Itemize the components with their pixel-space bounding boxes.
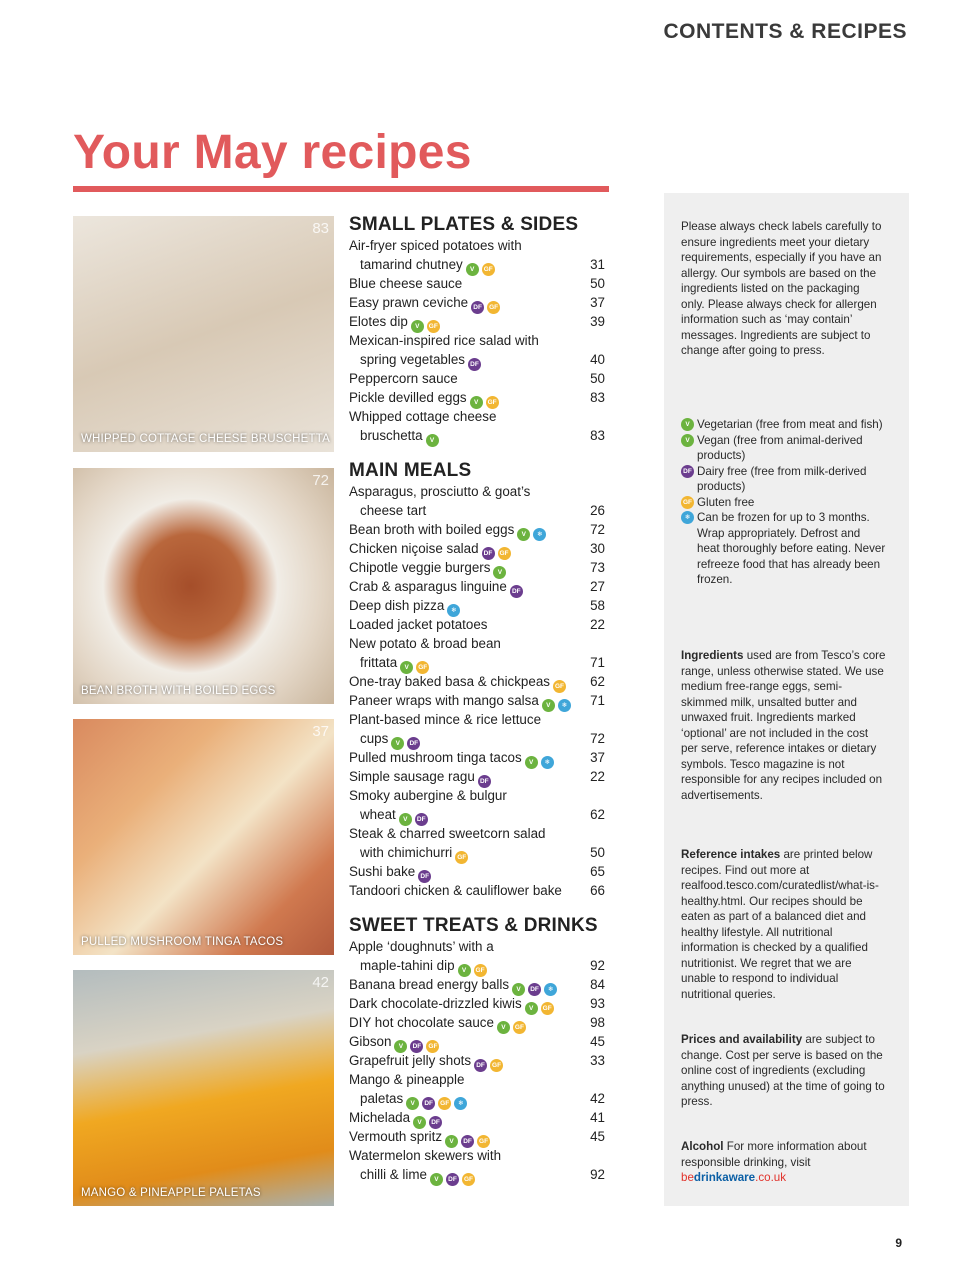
dairy-free-icon: DF	[478, 775, 491, 788]
gluten-free-icon: GF	[513, 1021, 526, 1034]
section-heading: MAIN MEALS	[349, 460, 472, 481]
recipe-page-number[interactable]: 50	[590, 845, 605, 860]
recipe-name: Watermelon skewers with	[349, 1148, 502, 1163]
dairy-free-icon: DF	[446, 1173, 459, 1186]
recipe-row	[349, 805, 607, 824]
reference-label: Reference intakes	[681, 848, 781, 861]
legend-dairy-free	[681, 464, 886, 495]
legend-vegetarian	[681, 417, 886, 433]
photo-page-number: 37	[312, 723, 329, 740]
vegetarian-icon: V	[400, 661, 413, 674]
recipe-row	[349, 710, 607, 729]
dairy-free-icon: DF	[474, 1059, 487, 1072]
dairy-free-icon: DF	[415, 813, 428, 826]
recipe-page-number[interactable]: 40	[590, 352, 605, 367]
vegan-icon: V	[399, 813, 412, 826]
photo-page-number: 83	[312, 220, 329, 237]
vegetarian-icon: V	[497, 1021, 510, 1034]
recipe-name: Chipotle veggie burgers	[349, 560, 491, 575]
recipe-page-number[interactable]: 45	[590, 1034, 605, 1049]
legend-text: Dairy free (free from milk-derived products)	[697, 464, 867, 493]
recipe-page-number[interactable]: 37	[590, 750, 605, 765]
recipe-row	[349, 937, 607, 956]
info-sidebar	[664, 193, 909, 1206]
allergy-note: Please always check labels carefully to ensure ingredients meet your dietary requirements, especially if you have an allergy. Our symbols are based on the ingredients listed on the packaging only. Please always check for allergen information such as ‘may contain’ messages. Ingredients are subject to change after going to press.	[681, 220, 882, 357]
recipe-row	[349, 520, 607, 539]
photo-caption: MANGO & PINEAPPLE PALETAS	[81, 1187, 261, 1199]
recipe-page-number[interactable]: 27	[590, 579, 605, 594]
recipe-page-number[interactable]: 93	[590, 996, 605, 1011]
dairy-free-icon: DF	[410, 1040, 423, 1053]
recipe-page-number[interactable]: 72	[590, 522, 605, 537]
recipe-row	[349, 539, 607, 558]
recipe-page-number[interactable]: 62	[590, 674, 605, 689]
prices-label: Prices and availability	[681, 1033, 803, 1046]
recipe-name: Grapefruit jelly shots	[349, 1053, 472, 1068]
recipe-page-number[interactable]: 83	[590, 428, 605, 443]
vegetarian-icon: V	[493, 566, 506, 579]
recipe-row	[349, 596, 607, 615]
recipe-page-number[interactable]: 22	[590, 617, 605, 632]
alcohol-label: Alcohol	[681, 1140, 724, 1153]
recipe-name: Mexican-inspired rice salad with	[349, 333, 539, 348]
recipe-row	[349, 293, 607, 312]
vegan-icon: V	[430, 1173, 443, 1186]
reference-text: are printed below recipes. Find out more at realfood.tesco.com/curatedlist/what-is-healthy.html. Our recipes should be eaten as part of a balanced diet and healthy lifestyle. All nutritional information is checked by a qualified nutritionist. We regret that we are unable to respond to individual nutritional queries.	[681, 848, 879, 1001]
gluten-free-icon: GF	[482, 263, 495, 276]
gluten-free-icon: GF	[681, 496, 694, 509]
dairy-free-icon: DF	[407, 737, 420, 750]
page-number: 9	[895, 1236, 902, 1250]
recipe-name: Dark chocolate-drizzled kiwis	[349, 996, 522, 1011]
snowflake-icon: ❄	[558, 699, 571, 712]
dairy-free-icon: DF	[510, 585, 523, 598]
symbol-legend	[681, 417, 886, 588]
photo-caption: PULLED MUSHROOM TINGA TACOS	[81, 936, 284, 948]
recipe-name: Asparagus, prosciutto & goat’s	[349, 484, 531, 499]
recipe-page-number[interactable]: 37	[590, 295, 605, 310]
recipe-name: Air-fryer spiced potatoes with	[349, 238, 522, 253]
recipe-row	[349, 956, 607, 975]
photo-page-number: 72	[312, 472, 329, 489]
recipe-row	[349, 994, 607, 1013]
vegetarian-icon: V	[517, 528, 530, 541]
recipe-name: chilli & lime	[360, 1167, 427, 1182]
vegetarian-icon: V	[542, 699, 555, 712]
recipe-row	[349, 1127, 607, 1146]
dairy-free-icon: DF	[482, 547, 495, 560]
recipe-name: Bean broth with boiled eggs	[349, 522, 515, 537]
recipe-page-number[interactable]: 50	[590, 371, 605, 386]
recipe-name: tamarind chutney	[360, 257, 463, 272]
recipe-row	[349, 729, 607, 748]
reference-intakes-note	[681, 847, 886, 1002]
photo-caption: WHIPPED COTTAGE CHEESE BRUSCHETTA	[81, 433, 330, 445]
recipe-name: One-tray baked basa & chickpeas	[349, 674, 550, 689]
photo-tinga-tacos	[73, 719, 334, 955]
gluten-free-icon: GF	[462, 1173, 475, 1186]
alcohol-text: For more information about responsible drinking, visit	[681, 1140, 867, 1169]
prices-note	[681, 1032, 886, 1110]
legend-text: Vegan (free from animal-derived products)	[697, 433, 863, 462]
recipe-name: bruschetta	[360, 428, 423, 443]
gluten-free-icon: GF	[477, 1135, 490, 1148]
recipe-row	[349, 274, 607, 293]
vegan-icon: V	[458, 964, 471, 977]
gluten-free-icon: GF	[487, 301, 500, 314]
recipe-name: Crab & asparagus linguine	[349, 579, 507, 594]
recipe-name: Michelada	[349, 1110, 411, 1125]
vegetarian-icon: V	[525, 756, 538, 769]
recipe-page-number[interactable]: 33	[590, 1053, 605, 1068]
recipe-name: Simple sausage ragu	[349, 769, 475, 784]
legend-text: Can be frozen for up to 3 months. Wrap appropriately. Defrost and heat thoroughly before eating. Never refreeze food that has already been frozen.	[697, 511, 886, 586]
recipe-name: Easy prawn ceviche	[349, 295, 469, 310]
recipe-name: Peppercorn sauce	[349, 371, 458, 386]
gluten-free-icon: GF	[490, 1059, 503, 1072]
recipe-row	[349, 388, 607, 407]
recipe-row	[349, 407, 607, 426]
recipe-row	[349, 255, 607, 274]
gluten-free-icon: GF	[553, 680, 566, 693]
recipe-page-number[interactable]: 58	[590, 598, 605, 613]
recipe-name: with chimichurri	[360, 845, 453, 860]
dairy-free-icon: DF	[528, 983, 541, 996]
gluten-free-icon: GF	[474, 964, 487, 977]
photo-bean-broth	[73, 468, 334, 704]
gluten-free-icon: GF	[455, 851, 468, 864]
recipe-row	[349, 1070, 607, 1089]
recipe-page-number[interactable]: 39	[590, 314, 605, 329]
recipe-row	[349, 672, 607, 691]
recipe-name: Plant-based mince & rice lettuce	[349, 712, 542, 727]
vegetarian-icon: V	[426, 434, 439, 447]
recipe-name: Chicken niçoise salad	[349, 541, 479, 556]
prices-text: are subject to change. Cost per serve is based on the online cost of ingredients (excluding anything unused) at the time of going to press.	[681, 1033, 885, 1108]
recipe-page-number[interactable]: 42	[590, 1091, 605, 1106]
recipe-name: Pulled mushroom tinga tacos	[349, 750, 522, 765]
recipe-row	[349, 824, 607, 843]
recipe-page-number[interactable]: 45	[590, 1129, 605, 1144]
snowflake-icon: ❄	[681, 511, 694, 524]
photo-page-number: 42	[312, 974, 329, 991]
recipe-page-number[interactable]: 83	[590, 390, 605, 405]
vegetarian-icon: V	[470, 396, 483, 409]
legend-freezable	[681, 510, 886, 588]
recipe-name: Pickle devilled eggs	[349, 390, 467, 405]
dairy-free-icon: DF	[461, 1135, 474, 1148]
recipe-name: cheese tart	[360, 503, 427, 518]
recipe-page-number[interactable]: 72	[590, 731, 605, 746]
recipe-row	[349, 558, 607, 577]
recipe-row	[349, 767, 607, 786]
recipe-row	[349, 975, 607, 994]
recipe-page-number[interactable]: 31	[590, 257, 605, 272]
recipe-page-number[interactable]: 62	[590, 807, 605, 822]
recipe-row	[349, 653, 607, 672]
gluten-free-icon: GF	[426, 1040, 439, 1053]
legend-text: Gluten free	[697, 495, 755, 509]
recipe-page-number[interactable]: 73	[590, 560, 605, 575]
recipe-row	[349, 1089, 607, 1108]
snowflake-icon: ❄	[447, 604, 460, 617]
vegan-icon: V	[391, 737, 404, 750]
recipe-row	[349, 691, 607, 710]
gluten-free-icon: GF	[438, 1097, 451, 1110]
recipe-page-number[interactable]: 26	[590, 503, 605, 518]
snowflake-icon: ❄	[541, 756, 554, 769]
recipe-name: Steak & charred sweetcorn salad	[349, 826, 546, 841]
section-small-plates	[349, 214, 607, 445]
photo-paletas	[73, 970, 334, 1206]
recipe-row	[349, 1013, 607, 1032]
recipe-row	[349, 748, 607, 767]
gluten-free-icon: GF	[498, 547, 511, 560]
recipe-page-number[interactable]: 71	[590, 693, 605, 708]
recipe-page-number[interactable]: 98	[590, 1015, 605, 1030]
recipe-row	[349, 482, 607, 501]
recipe-row	[349, 236, 607, 255]
snowflake-icon: ❄	[544, 983, 557, 996]
dairy-free-icon: DF	[471, 301, 484, 314]
vegetarian-icon: V	[445, 1135, 458, 1148]
recipe-name: Elotes dip	[349, 314, 408, 329]
alcohol-note	[681, 1139, 886, 1186]
recipe-row	[349, 634, 607, 653]
drinkaware-logo[interactable]: bedrinkaware.co.uk	[681, 1171, 787, 1184]
recipe-row	[349, 1165, 607, 1184]
recipe-row	[349, 1146, 607, 1165]
ingredients-note	[681, 648, 886, 803]
vegan-icon: V	[413, 1116, 426, 1129]
recipe-list	[349, 236, 607, 445]
section-heading: SWEET TREATS & DRINKS	[349, 915, 598, 936]
recipe-row	[349, 862, 607, 881]
recipe-page-number[interactable]: 71	[590, 655, 605, 670]
snowflake-icon: ❄	[454, 1097, 467, 1110]
recipe-row	[349, 615, 607, 634]
dairy-free-icon: DF	[468, 358, 481, 371]
vegan-icon: V	[512, 983, 525, 996]
vegetarian-icon: V	[681, 418, 694, 431]
gluten-free-icon: GF	[427, 320, 440, 333]
recipe-name: Vermouth spritz	[349, 1129, 443, 1144]
vegan-icon: V	[525, 1002, 538, 1015]
recipe-row	[349, 331, 607, 350]
dairy-free-icon: DF	[681, 465, 694, 478]
recipe-name: Smoky aubergine & bulgur	[349, 788, 507, 803]
legend-gluten-free	[681, 495, 886, 511]
vegan-icon: V	[406, 1097, 419, 1110]
section-heading: SMALL PLATES & SIDES	[349, 214, 579, 235]
recipe-row	[349, 1032, 607, 1051]
recipe-name: Mango & pineapple	[349, 1072, 465, 1087]
recipe-name: Gibson	[349, 1034, 392, 1049]
recipe-row	[349, 350, 607, 369]
recipe-list	[349, 937, 607, 1184]
recipe-row	[349, 577, 607, 596]
ingredients-label: Ingredients	[681, 649, 744, 662]
recipe-name: DIY hot chocolate sauce	[349, 1015, 494, 1030]
recipe-name: Blue cheese sauce	[349, 276, 463, 291]
recipe-page-number[interactable]: 84	[590, 977, 605, 992]
snowflake-icon: ❄	[533, 528, 546, 541]
recipe-name: Loaded jacket potatoes	[349, 617, 488, 632]
legend-text: Vegetarian (free from meat and fish)	[697, 418, 883, 431]
dairy-free-icon: DF	[418, 870, 431, 883]
section-sweet-treats	[349, 915, 607, 1184]
gluten-free-icon: GF	[541, 1002, 554, 1015]
recipe-row	[349, 843, 607, 862]
recipe-row	[349, 1051, 607, 1070]
recipe-list	[349, 482, 607, 900]
recipe-name: Paneer wraps with mango salsa	[349, 693, 539, 708]
recipe-page-number[interactable]: 41	[590, 1110, 605, 1125]
page-title: Your May recipes	[73, 126, 472, 179]
vegan-icon: V	[681, 434, 694, 447]
recipe-name: paletas	[360, 1091, 404, 1106]
dairy-free-icon: DF	[422, 1097, 435, 1110]
recipe-page-number[interactable]: 92	[590, 958, 605, 973]
dairy-free-icon: DF	[429, 1116, 442, 1129]
vegan-icon: V	[394, 1040, 407, 1053]
recipe-page-number[interactable]: 92	[590, 1167, 605, 1182]
recipe-page-number[interactable]: 65	[590, 864, 605, 879]
recipe-name: Deep dish pizza	[349, 598, 445, 613]
photo-bruschetta	[73, 216, 334, 452]
recipe-name: spring vegetables	[360, 352, 465, 367]
recipe-name: maple-tahini dip	[360, 958, 455, 973]
gluten-free-icon: GF	[416, 661, 429, 674]
recipe-name: cups	[360, 731, 389, 746]
recipe-name: Apple ‘doughnuts’ with a	[349, 939, 494, 954]
recipe-name: Banana bread energy balls	[349, 977, 510, 992]
vegetarian-icon: V	[411, 320, 424, 333]
title-rule	[73, 186, 609, 192]
recipe-name: Tandoori chicken & cauliflower bake	[349, 883, 562, 898]
recipe-name: Whipped cottage cheese	[349, 409, 497, 424]
recipe-name: frittata	[360, 655, 398, 670]
recipe-row	[349, 881, 607, 900]
ingredients-text: used are from Tesco’s core range, unless otherwise stated. We use medium free-range eggs, semi-skimmed milk, unsalted butter and unwaxed fruit. Ingredients marked ‘optional’ are not included in the cost per serve, reference intakes or dietary symbols. Tesco magazine is not responsible for any recipes included on advertisements.	[681, 649, 886, 802]
section-main-meals	[349, 460, 607, 900]
recipe-page-number[interactable]: 30	[590, 541, 605, 556]
recipe-row	[349, 786, 607, 805]
vegan-icon: V	[466, 263, 479, 276]
recipe-name: Sushi bake	[349, 864, 416, 879]
recipe-row	[349, 1108, 607, 1127]
recipe-row	[349, 369, 607, 388]
recipe-page-number[interactable]: 66	[590, 883, 605, 898]
recipe-name: wheat	[360, 807, 396, 822]
recipe-page-number[interactable]: 50	[590, 276, 605, 291]
recipe-row	[349, 501, 607, 520]
photo-caption: BEAN BROTH WITH BOILED EGGS	[81, 685, 276, 697]
recipe-row	[349, 312, 607, 331]
recipe-row	[349, 426, 607, 445]
recipe-page-number[interactable]: 22	[590, 769, 605, 784]
legend-vegan	[681, 433, 886, 464]
gluten-free-icon: GF	[486, 396, 499, 409]
section-header: CONTENTS & RECIPES	[663, 20, 907, 43]
recipe-name: New potato & broad bean	[349, 636, 501, 651]
